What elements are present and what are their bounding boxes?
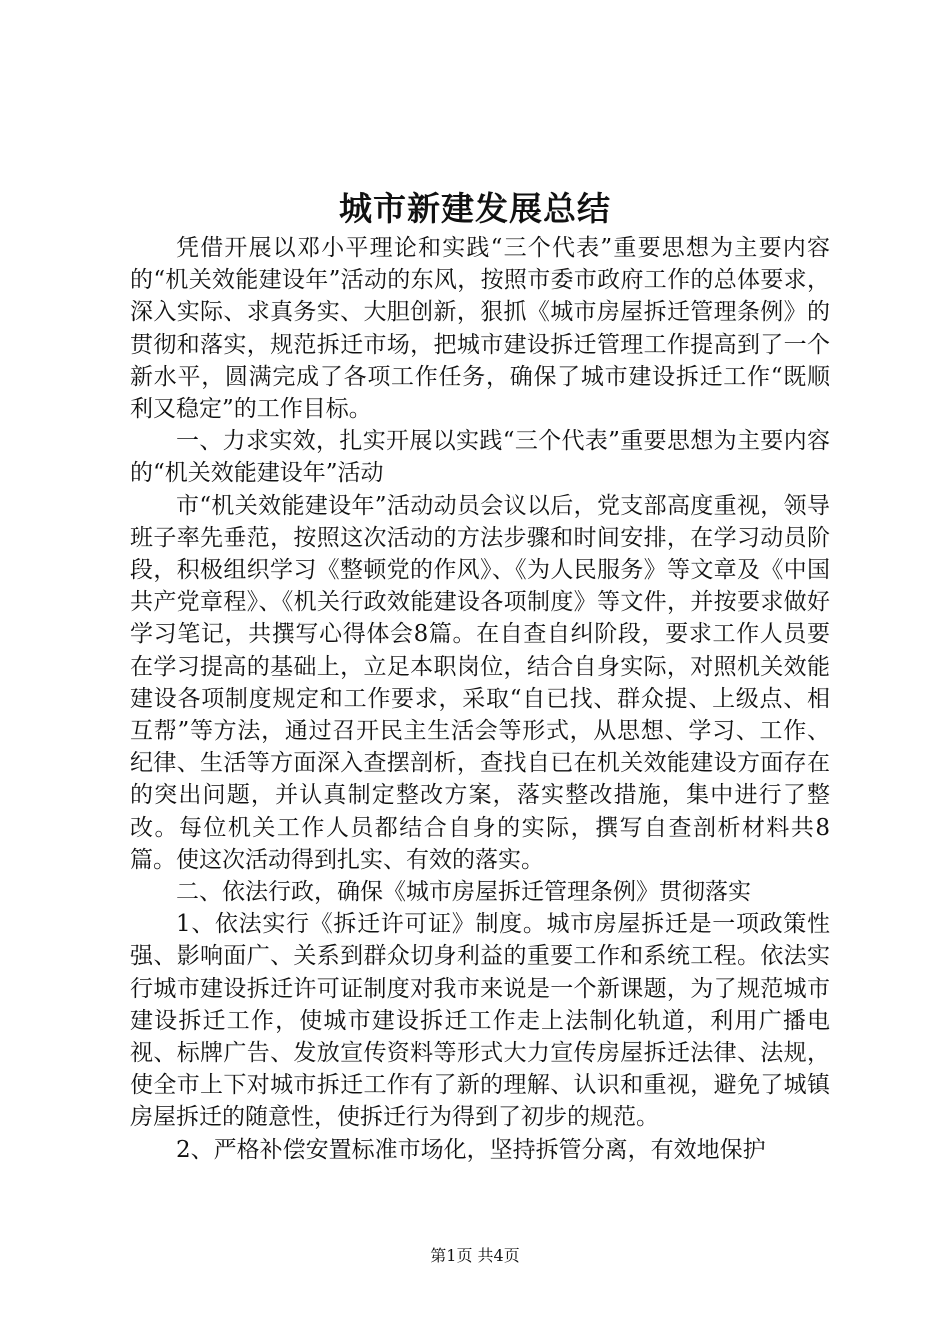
section-heading-1: 一、力求实效，扎实开展以实践“三个代表”重要思想为主要内容的“机关效能建设年”活动 [130, 428, 830, 487]
section-heading-2: 二、依法行政，确保《城市房屋拆迁管理条例》贯彻落实 [176, 879, 751, 906]
page-footer: 第1页 共4页 [430, 1246, 520, 1265]
paragraph-item-2: 2、严格补偿安置标准市场化，坚持拆管分离，有效地保护 [176, 1136, 766, 1163]
document-body [130, 232, 830, 1166]
paragraph-section-1: 市“机关效能建设年”活动动员会议以后，党支部高度重视，领导班子率先垂范，按照这次活动的方法步骤和时间安排，在学习动员阶段，积极组织学习《整顿党的作风》、《为人民服务》等文章及《中国共产党章程》、《机关行政效能建设各项制度》等文件，并按要求做好学习笔记，共撰写心得体会8篇。在自查自纠阶段，要求工作人员要在学习提高的基础上，立足本职岗位，结合自身实际，对照机关效能建设各项制度规定和工作要求，采取“自已找、群众提、上级点、相互帮”等方法，通过召开民主生活会等形式，从思想、学习、工作、纪律、生活等方面深入查摆剖析，查找自已在机关效能建设方面存在的突出问题，并认真制定整改方案，落实整改措施，集中进行了整改。每位机关工作人员都结合自身的实际，撰写自查剖析材料共8篇。使这次活动得到扎实、有效的落实。 [130, 492, 830, 873]
paragraph-intro: 凭借开展以邓小平理论和实践“三个代表”重要思想为主要内容的“机关效能建设年”活动的东风，按照市委市政府工作的总体要求，深入实际、求真务实、大胆创新，狠抓《城市房屋拆迁管理条例》的贯彻和落实，规范拆迁市场，把城市建设拆迁管理工作提高到了一个新水平，圆满完成了各项工作任务，确保了城市建设拆迁工作“既顺利又稳定”的工作目标。 [130, 235, 830, 423]
document-title: 城市新建发展总结 [339, 189, 611, 228]
paragraph-item-1: 1、依法实行《拆迁许可证》制度。城市房屋拆迁是一项政策性强、影响面广、关系到群众切身利益的重要工作和系统工程。依法实行城市建设拆迁许可证制度对我市来说是一个新课题，为了规范城市建设拆迁工作，使城市建设拆迁工作走上法制化轨道，利用广播电视、标牌广告、发放宣传资料等形式大力宣传房屋拆迁法律、法规，使全市上下对城市拆迁工作有了新的理解、认识和重视，避免了城镇房屋拆迁的随意性，使拆迁行为得到了初步的规范。 [130, 911, 830, 1131]
